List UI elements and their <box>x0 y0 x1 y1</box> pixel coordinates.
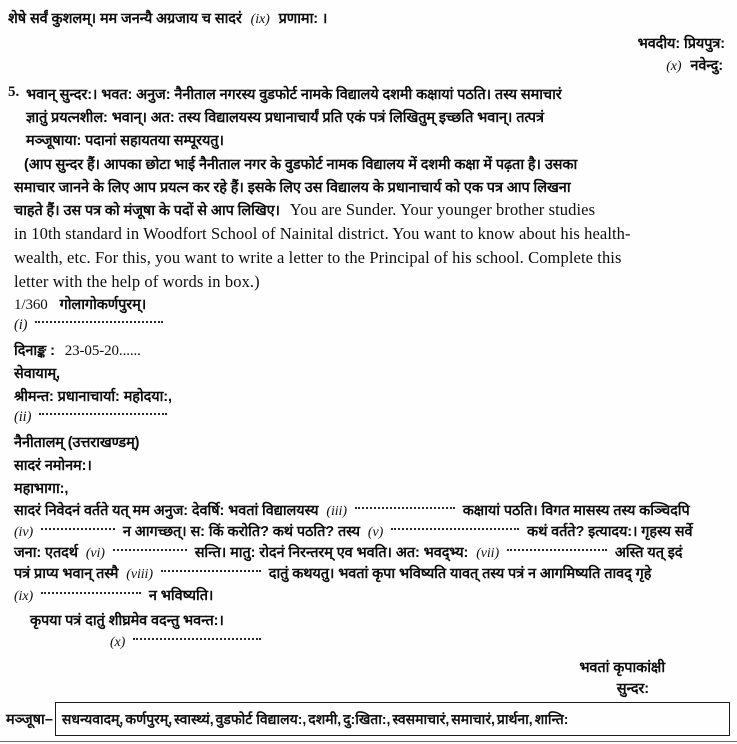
letter-date-label: दिनाङ्क : <box>14 343 55 359</box>
signoff-bhavadiya <box>638 33 725 53</box>
letter-address-code: 1/360 <box>14 297 48 313</box>
question-english-line-2 <box>14 224 631 244</box>
fill-blank-ii[interactable] <box>39 413 167 415</box>
page-bottom-rule <box>0 741 737 742</box>
blank-marker-x-body: (x) <box>110 635 126 650</box>
body-text-3a: जना: एतदर्थ <box>14 545 78 561</box>
body-text-4a: पत्रं प्राप्य भवान् तस्मै <box>14 566 119 582</box>
question-english-text-2: in 10th standard in Woodfort School of Nainital district. You want to know about his health- <box>14 224 631 243</box>
body-text-3c: अस्ति यत् इदं <box>614 545 683 561</box>
letter-body-line-1 <box>14 500 690 520</box>
fill-blank-ix[interactable] <box>41 592 141 594</box>
signoff-name-text: नवेन्दु: <box>690 58 723 74</box>
letter-recipient-place <box>14 432 139 452</box>
letter-closing-1 <box>579 657 665 677</box>
question-english-text-1: You are Sunder. Your younger brother studies <box>289 200 596 219</box>
body-text-2a: न आगच्छत्। स: किं करोति? कथं पठति? तस्य <box>122 524 360 540</box>
manjusha-word[interactable]: दु:खिता:, <box>343 710 391 727</box>
letter-body-line-6 <box>30 610 224 630</box>
question-hindi-text-3: चाहते हैं। उस पत्र को मंजूषा के पदों से आप लिखिए। <box>14 203 280 219</box>
letter-sevayam-text: सेवायाम्, <box>14 366 60 382</box>
blank-marker-i: (i) <box>14 317 28 333</box>
blank-marker-iv: (iv) <box>14 525 34 540</box>
blank-marker-x: (x) <box>666 59 682 74</box>
body-text-4b: दातुं कथयतु। भवतां कृपा भविष्यति यावत् तस्य पत्रं न आगमिष्यति तावद् गृहे <box>268 566 652 582</box>
letter-address-form-text: महाभागा:, <box>14 481 69 497</box>
body-text-5b: न भविष्यति। <box>148 588 214 604</box>
letter-address-line <box>14 294 146 314</box>
fill-blank-iii[interactable] <box>355 507 455 509</box>
fill-blank-i[interactable] <box>35 321 163 323</box>
letter-closing-text-2: सुन्दर: <box>616 681 649 697</box>
letter-date-line <box>14 340 141 360</box>
manjusha-word[interactable]: कर्णपुरम्, <box>125 710 173 727</box>
letter-body-line-3 <box>14 542 682 562</box>
body-text-1a: सादरं निवेदनं वर्तते यत् मम अनुज: देवर्षि: भवतां विद्यालयस्य <box>14 503 319 519</box>
question-sanskrit-line-2 <box>26 107 544 127</box>
letter-recipient-place-text: नैनीतालम् (उत्तराखण्डम्) <box>14 435 140 451</box>
manjusha-word[interactable]: स्वसमाचारं, <box>392 710 450 727</box>
top-continuation-tail: प्रणामा: । <box>278 11 328 27</box>
manjusha-word[interactable]: स्वास्थ्यं, <box>174 710 214 727</box>
body-text-6: कृपया पत्रं दातुं शीघ्रमेव वदन्तु भवन्त:। <box>30 613 224 629</box>
manjusha-word[interactable]: सधन्यवादम्, <box>61 710 124 727</box>
blank-marker-ii: (ii) <box>14 409 32 425</box>
manjusha-label: मञ्जूषा– <box>6 712 53 728</box>
question-sanskrit-text-1: भवान् सुन्दर:। भवत: अनुज: नैनीताल नगरस्य वुडफोर्ट नामके विद्यालये दशमी कक्षायां पठति। तस्य समाचारं <box>26 87 562 103</box>
question-english-line-4 <box>14 272 260 292</box>
question-hindi-line-2 <box>14 177 571 197</box>
letter-greeting-text: सादरं नमोनम:। <box>14 458 92 474</box>
manjusha-word[interactable]: दशमी, <box>308 710 342 727</box>
body-text-3b: सन्ति। मातु: रोदनं निरन्तरम् एव भवति। अत: भवद्भ्य: <box>194 545 469 561</box>
blank-marker-ix: (ix) <box>250 12 270 27</box>
blank-marker-ix-body: (ix) <box>14 589 34 604</box>
fill-blank-vi[interactable] <box>113 549 187 551</box>
blank-marker-viii: (viii) <box>126 567 153 582</box>
letter-greeting <box>14 455 92 475</box>
manjusha-word[interactable]: वुडफोर्ट विद्यालय:, <box>215 710 307 727</box>
letter-body-line-7 <box>110 634 265 651</box>
question-sanskrit-text-2: ज्ञातुं प्रयत्नशील: भवान्। अत: तस्य विद्यालयस्य प्रधानाचार्यं प्रति एकं पत्रं लिखितुम् इच्छति भवान्। तत्पत्रं <box>26 110 544 126</box>
body-text-2b: कथं वर्तते? इत्यादय:। गृहस्य सर्वे <box>527 524 693 540</box>
letter-body-line-4 <box>14 563 651 583</box>
question-hindi-line-1 <box>24 154 577 174</box>
question-sanskrit-text-3: मञ्जूषाया: पदानां सहायतया सम्पूरयतु। <box>26 133 224 149</box>
manjusha-row <box>6 702 730 736</box>
letter-address-place: गोलागोकर्णपुरम्। <box>59 297 147 313</box>
signoff-name-navendu <box>666 55 723 75</box>
question-english-text-3: wealth, etc. For this, you want to write a letter to the Principal of his school. Complete this <box>14 248 622 267</box>
letter-body-line-5 <box>14 585 213 605</box>
question-hindi-line-3 <box>14 200 595 220</box>
letter-recipient-text: श्रीमन्त: प्रधानाचार्या: महोदया:, <box>14 389 172 405</box>
blank-marker-vii: (vii) <box>476 546 500 561</box>
letter-closing-text-1: भवतां कृपाकांक्षी <box>579 660 665 676</box>
blank-marker-vi: (vi) <box>85 546 105 561</box>
top-continuation-text: शेषे सर्वं कुशलम्। मम जनन्यै अग्रजाय च सादरं <box>8 11 242 27</box>
question-sanskrit-line-3 <box>26 130 224 150</box>
letter-body-line-2 <box>14 521 692 541</box>
letter-address-form <box>14 478 68 498</box>
letter-closing-2 <box>617 678 649 698</box>
letter-recipient <box>14 386 172 406</box>
question-english-text-4: letter with the help of words in box.) <box>14 272 260 291</box>
letter-sevayam <box>14 363 60 383</box>
body-text-1b: कक्षायां पठति। विगत मासस्य तस्य कञ्चिदपि <box>462 503 690 519</box>
question-number: 5. <box>8 84 20 100</box>
letter-date-value: 23-05-20...... <box>64 343 141 359</box>
blank-marker-v: (v) <box>367 525 384 540</box>
question-english-line-3 <box>14 248 622 268</box>
fill-blank-x[interactable] <box>133 638 261 640</box>
fill-blank-iv[interactable] <box>41 528 115 530</box>
fill-blank-viii[interactable] <box>161 570 261 572</box>
letter-blank-i-line <box>14 317 167 334</box>
manjusha-word-box <box>55 702 730 736</box>
question-hindi-text-2: समाचार जानने के लिए आप प्रयत्न कर रहे हैं। इसके लिए उस विद्यालय के प्रधानाचार्य को एक पत्र आप लिखना <box>14 180 571 196</box>
question-hindi-text-1: (आप सुन्दर हैं। आपका छोटा भाई नैनीताल नगर के वुडफोर्ट नामक विद्यालय में दशमी कक्षा में पढ़ता है। उसका <box>24 157 578 173</box>
letter-blank-ii-line <box>14 409 171 426</box>
blank-marker-iii: (iii) <box>326 504 347 519</box>
manjusha-word[interactable]: प्रार्थना, <box>496 710 533 727</box>
question-sanskrit-line-1 <box>26 84 562 104</box>
manjusha-word[interactable]: समाचारं, <box>451 710 495 727</box>
signoff-bhavadiya-text: भवदीय: प्रियपुत्र: <box>637 36 725 52</box>
fill-blank-vii[interactable] <box>507 549 607 551</box>
top-continuation-line <box>8 8 327 28</box>
manjusha-word[interactable]: शान्ति: <box>534 710 569 727</box>
fill-blank-v[interactable] <box>391 528 519 530</box>
